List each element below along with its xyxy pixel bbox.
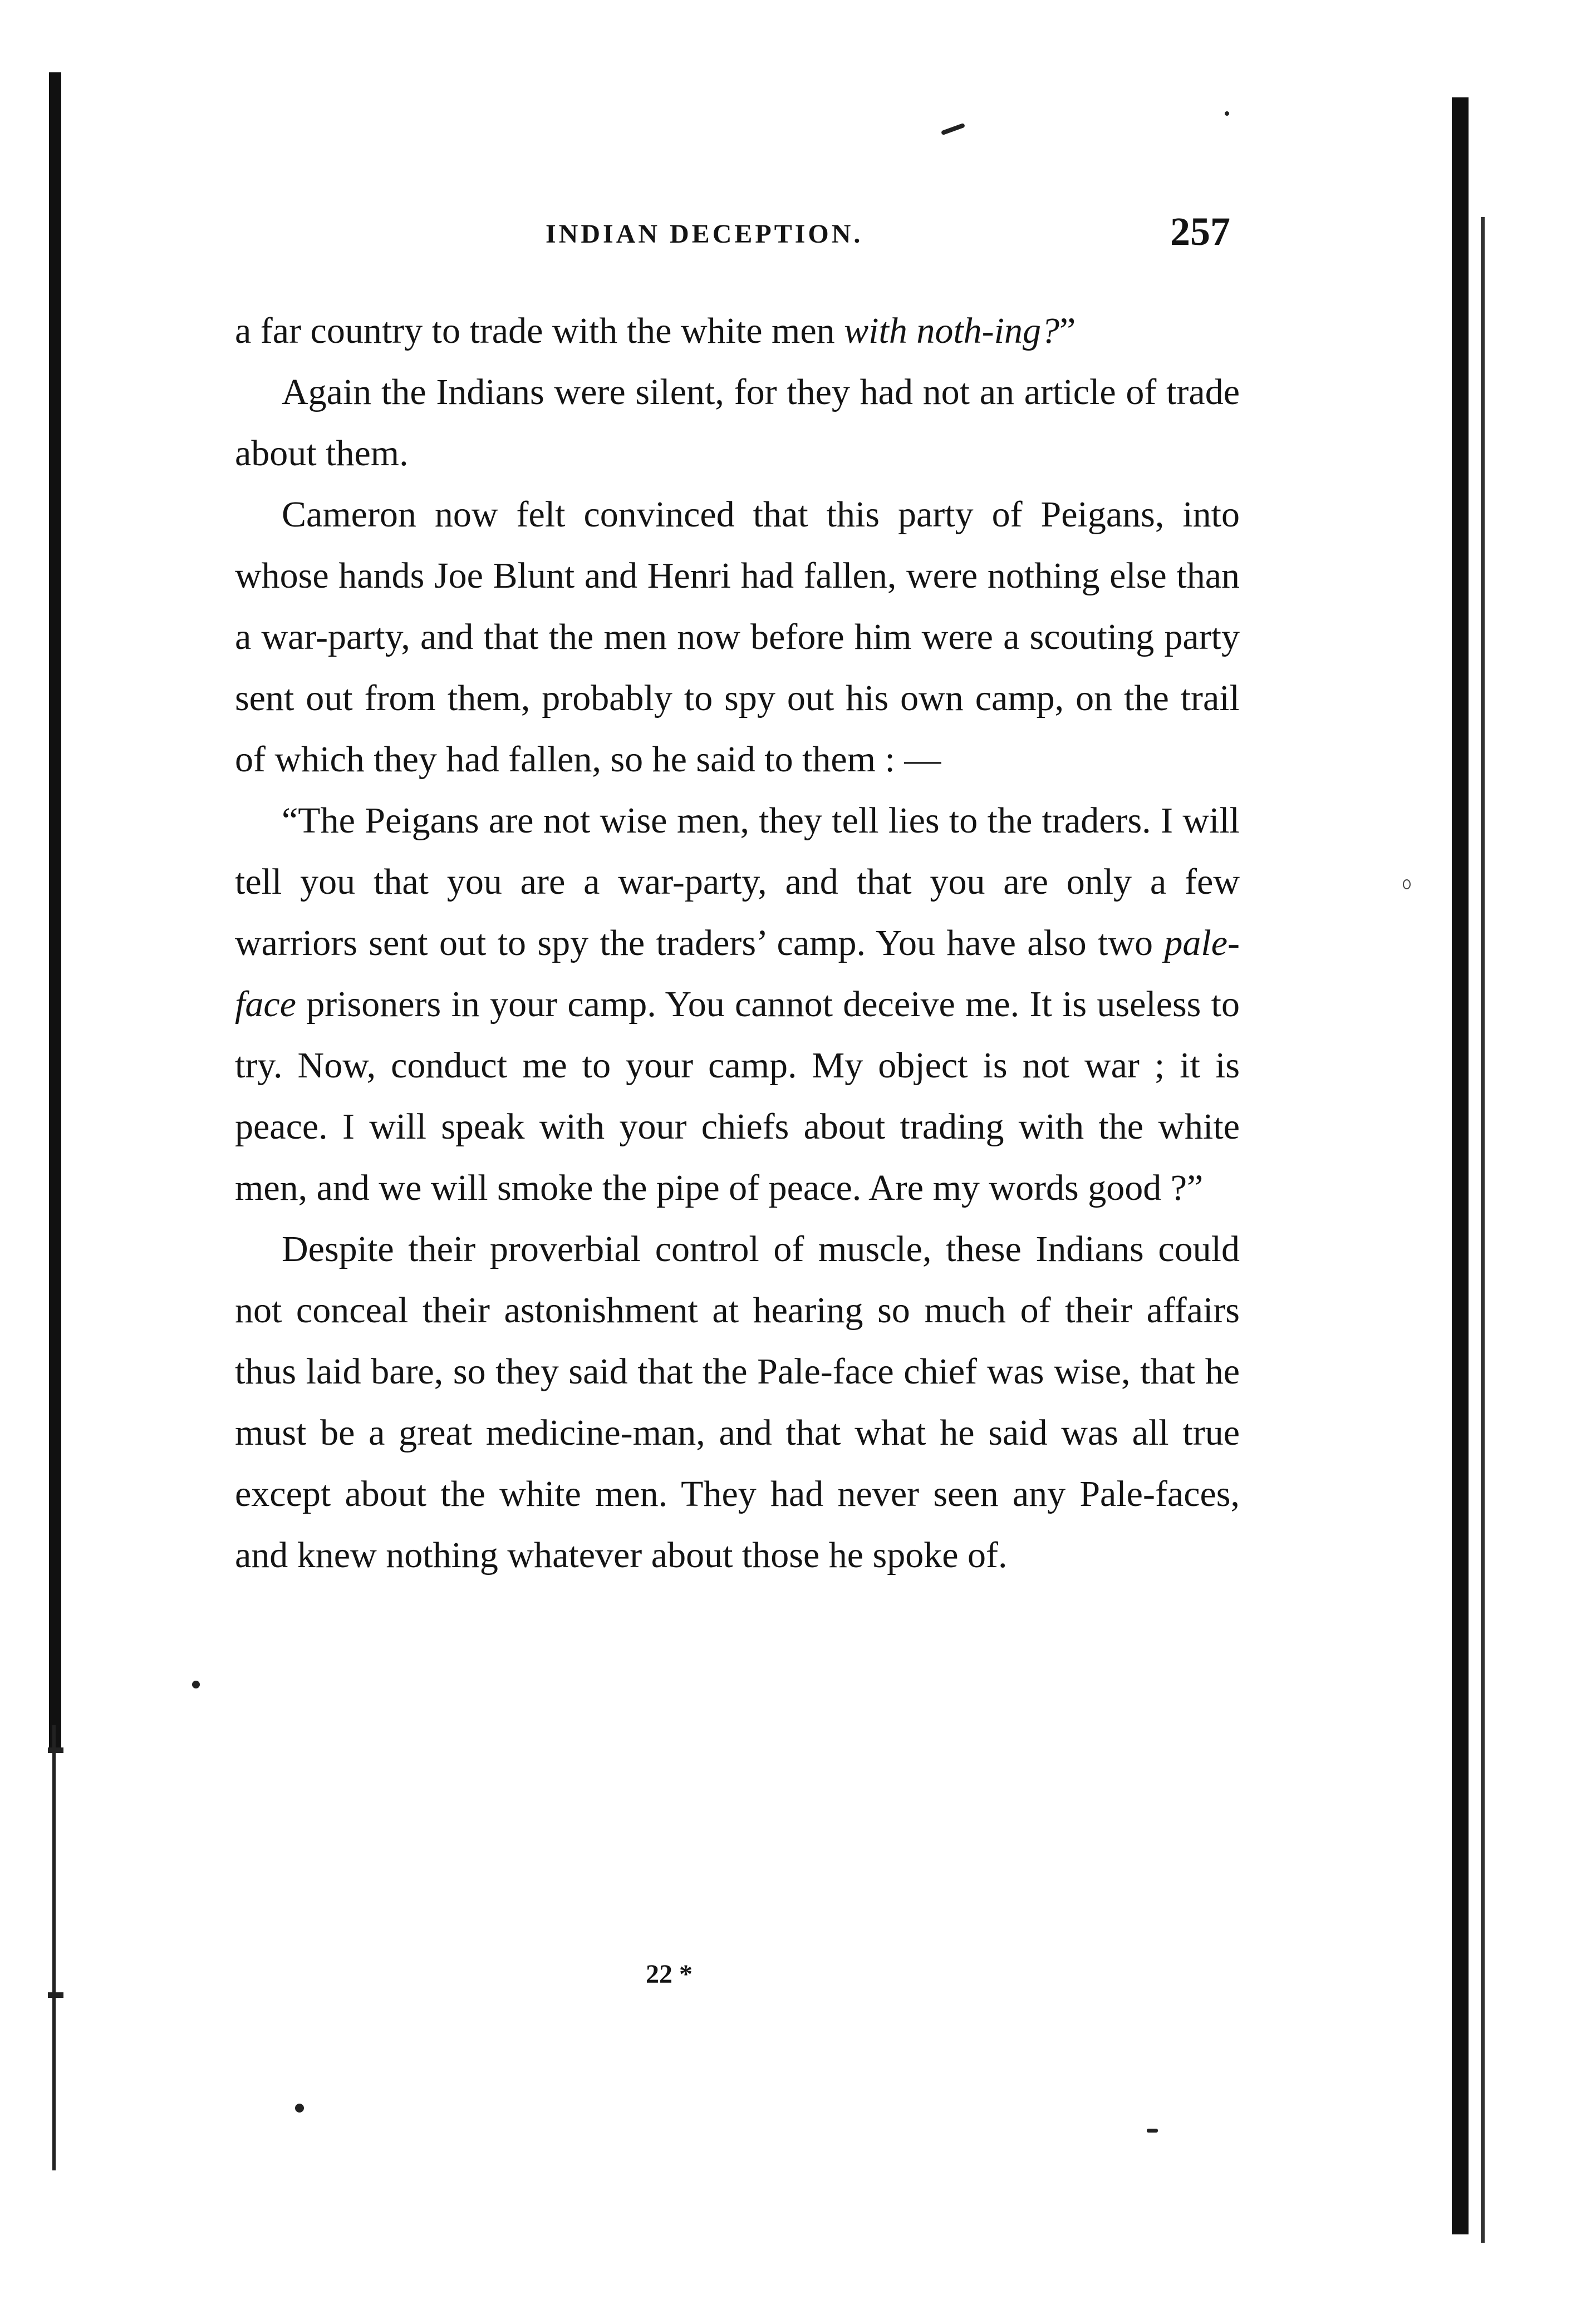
scan-speck <box>295 2104 304 2113</box>
running-head <box>234 209 1230 259</box>
binding-tick-mark <box>48 1747 63 1753</box>
italic-text: pale-face <box>235 923 1240 1025</box>
paragraph <box>235 1219 1240 1586</box>
left-binding-edge-lower <box>52 1725 56 2170</box>
paragraph-text: a far country to trade with the white men <box>235 311 844 351</box>
paragraph-text: ” <box>1059 311 1076 351</box>
paragraph <box>235 790 1240 1219</box>
scan-speck <box>1225 111 1229 116</box>
paragraph <box>235 362 1240 484</box>
paragraph-text: Cameron now felt convinced that this party of Peigans, into whose hands Joe Blunt and Henri had fallen, were nothing else than a war-party, and that the men now before him were a scouting party sent out from them, probably to spy out his own camp, on the trail of which they had fallen, so he said to them : — <box>235 494 1240 780</box>
right-page-edge <box>1452 97 1469 2234</box>
scan-speck <box>941 123 965 136</box>
italic-text: with noth-ing? <box>844 311 1059 351</box>
paragraph-text: prisoners in your camp. You cannot deceive me. It is useless to try. Now, conduct me to your camp. My object is not war ; it is peace. I will speak with your chiefs about trading with the white men, and we will smoke the pipe of peace. Are my words good ?” <box>235 984 1240 1208</box>
left-binding-edge <box>49 72 61 1753</box>
signature-mark: 22 * <box>646 1959 693 1989</box>
right-page-edge-inner <box>1481 217 1485 2243</box>
running-title: INDIAN DECEPTION. <box>546 219 863 249</box>
paragraph <box>235 301 1240 362</box>
binding-tick-mark <box>48 1992 63 1998</box>
scan-speck <box>1403 879 1411 889</box>
body-text <box>235 301 1240 1586</box>
paragraph-text: Despite their proverbial control of muscle, these Indians could not conceal their astonishment at hearing so much of their affairs thus laid bare, so they said that the Pale-face chief was wise, that he must be a great medicine-man, and that what he said was all true except about the white men. They had never seen any Pale-faces, and knew nothing whatever about those he spoke of. <box>235 1229 1240 1575</box>
paragraph-text: “The Peigans are not wise men, they tell lies to the traders. I will tell you that you are a war-party, and that you are only a few warriors sent out to spy the traders’ camp. You have also two <box>235 800 1240 963</box>
paragraph-text: Again the Indians were silent, for they had not an article of trade about them. <box>235 372 1240 474</box>
paragraph <box>235 484 1240 790</box>
scan-speck <box>1147 2129 1158 2133</box>
page-number: 257 <box>1170 209 1230 254</box>
scan-speck <box>192 1681 200 1688</box>
